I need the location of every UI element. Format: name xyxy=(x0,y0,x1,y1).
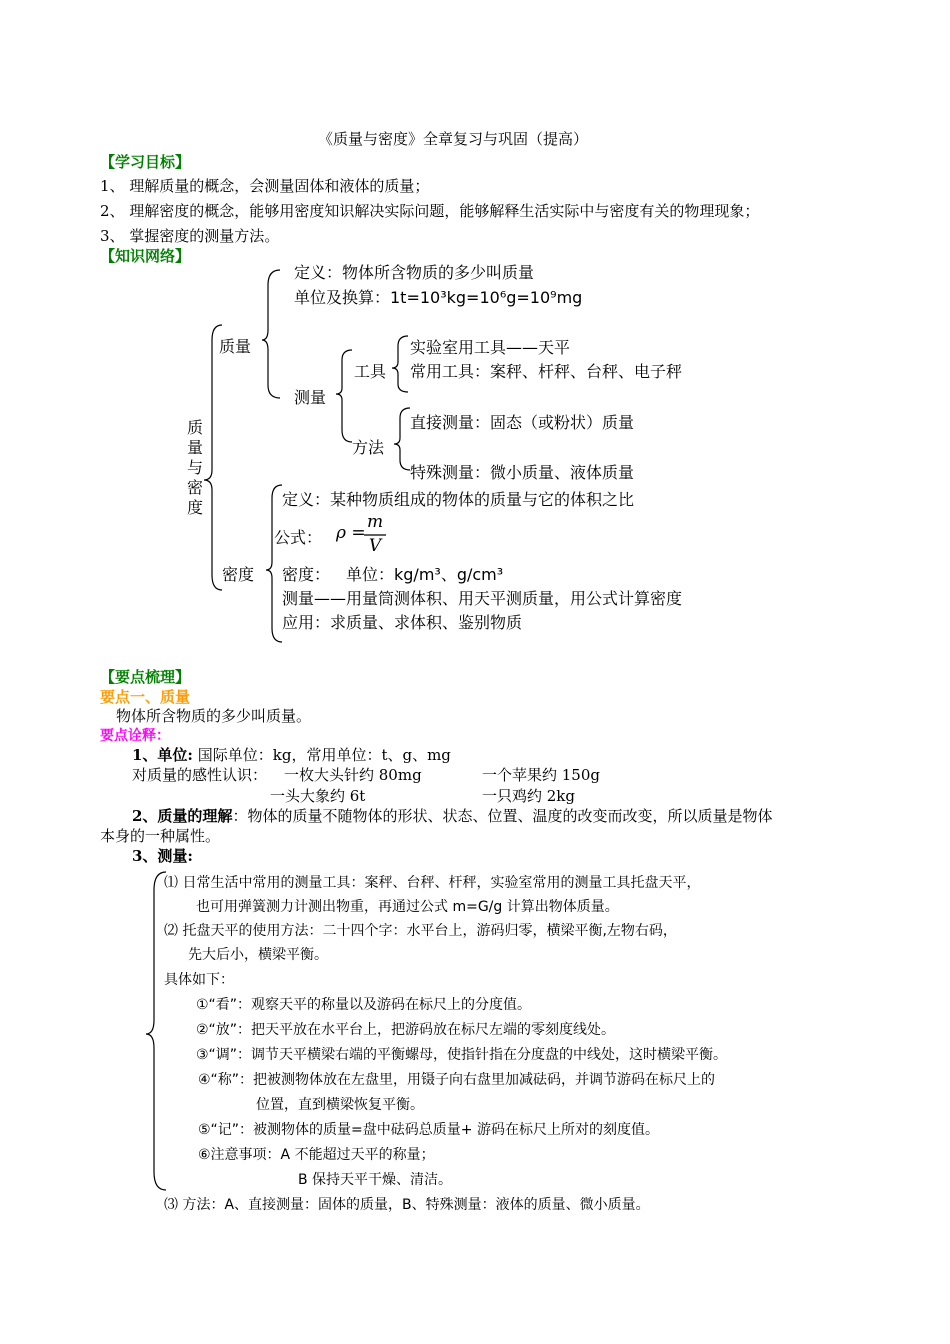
network-heading: 【知识网络】 xyxy=(100,247,191,265)
measure-l5: 具体如下： xyxy=(164,972,234,988)
unit-text: 国际单位：kg，常用单位：t、g、mg xyxy=(197,746,451,764)
mass-measure-label: 测量 xyxy=(294,388,327,407)
measure-l10: 位置，直到横梁恢复平衡。 xyxy=(256,1097,424,1113)
unit-title: 1、单位: xyxy=(132,746,193,764)
tool-lab: 实验室用工具——天平 xyxy=(410,338,571,357)
point1-text: 物体所含物质的多少叫质量。 xyxy=(116,707,312,725)
understand-title: 2、质量的理解 xyxy=(132,807,233,825)
formula-label: 公式： xyxy=(274,528,323,547)
understand-line xyxy=(132,805,772,826)
method-label: 方法 xyxy=(352,438,385,457)
density-definition: 定义：某种物质组成的物体的质量与它的体积之比 xyxy=(282,490,635,509)
points-heading: 【要点梳理】 xyxy=(100,668,191,686)
sense-pin: 一枚大头针约 80mg xyxy=(284,766,422,784)
understand-text-2: 本身的一种属性。 xyxy=(100,827,221,845)
density-apply: 应用：求质量、求体积、鉴别物质 xyxy=(282,613,523,632)
mass-definition: 定义：物体所含物质的多少叫质量 xyxy=(294,263,535,282)
measure-l8: ③“调”：调节天平横梁右端的平衡螺母，使指针指在分度盘的中线处，这时横梁平衡。 xyxy=(196,1047,728,1063)
method-brace xyxy=(394,408,410,470)
unit-line xyxy=(132,744,451,765)
measure-l11: ⑤“记”：被测物体的质量=盘中砝码总质量+ 游码在标尺上所对的刻度值。 xyxy=(198,1122,659,1138)
measure-l3: ⑵ 托盘天平的使用方法：二十四个字：水平台上，游码归零，横梁平衡,左物右码， xyxy=(164,923,677,939)
measure-l4: 先大后小，横梁平衡。 xyxy=(188,947,328,963)
tool-brace xyxy=(392,336,408,392)
goals-heading: 【学习目标】 xyxy=(100,153,191,171)
network-root: 质量与密度 xyxy=(186,418,203,517)
measure-l12: ⑥注意事项：A 不能超过天平的称量； xyxy=(198,1147,435,1163)
goal-item-2: 2、 理解密度的概念，能够用密度知识解决实际问题，能够解释生活实际中与密度有关的物理现象； xyxy=(100,202,760,220)
tool-common: 常用工具：案秤、杆秤、台秤、电子秤 xyxy=(410,362,683,381)
sense-chicken: 一只鸡约 2kg xyxy=(482,787,576,805)
point1-heading: 要点一、质量 xyxy=(100,688,191,706)
measure-l2: 也可用弹簧测力计测出物重，再通过公式 m=G/g 计算出物体质量。 xyxy=(196,899,619,915)
explain-heading: 要点诠释： xyxy=(100,728,170,744)
measure-l14: ⑶ 方法：A、直接测量：固体的质量，B、特殊测量：液体的质量、微小质量。 xyxy=(164,1197,650,1213)
goal-item-1: 1、 理解质量的概念，会测量固体和液体的质量； xyxy=(100,177,430,195)
measure-l7: ②“放”：把天平放在水平台上，把游码放在标尺左端的零刻度线处。 xyxy=(196,1022,616,1038)
root-brace xyxy=(204,325,222,590)
formula-numerator: m xyxy=(366,512,384,532)
density-label: 密度 xyxy=(222,565,255,584)
tool-label: 工具 xyxy=(354,362,387,381)
measure-l13: B 保持天平干燥、清洁。 xyxy=(298,1172,453,1188)
density-unit-text: 单位：kg/m³、g/cm³ xyxy=(346,565,504,584)
goal-item-3: 3、 掌握密度的测量方法。 xyxy=(100,227,280,245)
sense-label: 对质量的感性认识： xyxy=(132,766,268,784)
measure-brace xyxy=(336,350,352,442)
page-title: 《质量与密度》全章复习与巩固（提高） xyxy=(318,130,589,148)
understand-text: ：物体的质量不随物体的形状、状态、位置、温度的改变而改变，所以质量是物体 xyxy=(232,807,773,825)
measure-box-brace xyxy=(146,872,166,1190)
method-direct: 直接测量：固态（或粉状）质量 xyxy=(410,413,635,432)
formula-lhs: ρ = xyxy=(336,523,366,543)
sense-elephant: 一头大象约 6t xyxy=(270,787,366,805)
sense-apple: 一个苹果约 150g xyxy=(482,766,601,784)
density-measure: 测量——用量筒测体积、用天平测质量，用公式计算密度 xyxy=(282,589,683,608)
measure-title: 3、测量: xyxy=(132,847,193,865)
density-brace xyxy=(266,485,282,642)
measure-l1: ⑴ 日常生活中常用的测量工具：案秤、台秤、杆秤，实验室常用的测量工具托盘天平， xyxy=(164,875,701,891)
mass-label: 质量 xyxy=(219,337,252,356)
mass-units: 单位及换算：1t=10³kg=10⁶g=10⁹mg xyxy=(294,288,583,307)
density-unit-label: 密度： xyxy=(282,565,331,584)
measure-l9: ④“称”：把被测物体放在左盘里，用镊子向右盘里加减砝码，并调节游码在标尺上的 xyxy=(198,1072,716,1088)
mass-brace xyxy=(262,270,280,398)
formula-denominator: V xyxy=(368,536,382,556)
measure-l6: ①“看”：观察天平的称量以及游码在标尺上的分度值。 xyxy=(196,997,532,1013)
method-special: 特殊测量：微小质量、液体质量 xyxy=(410,463,635,482)
